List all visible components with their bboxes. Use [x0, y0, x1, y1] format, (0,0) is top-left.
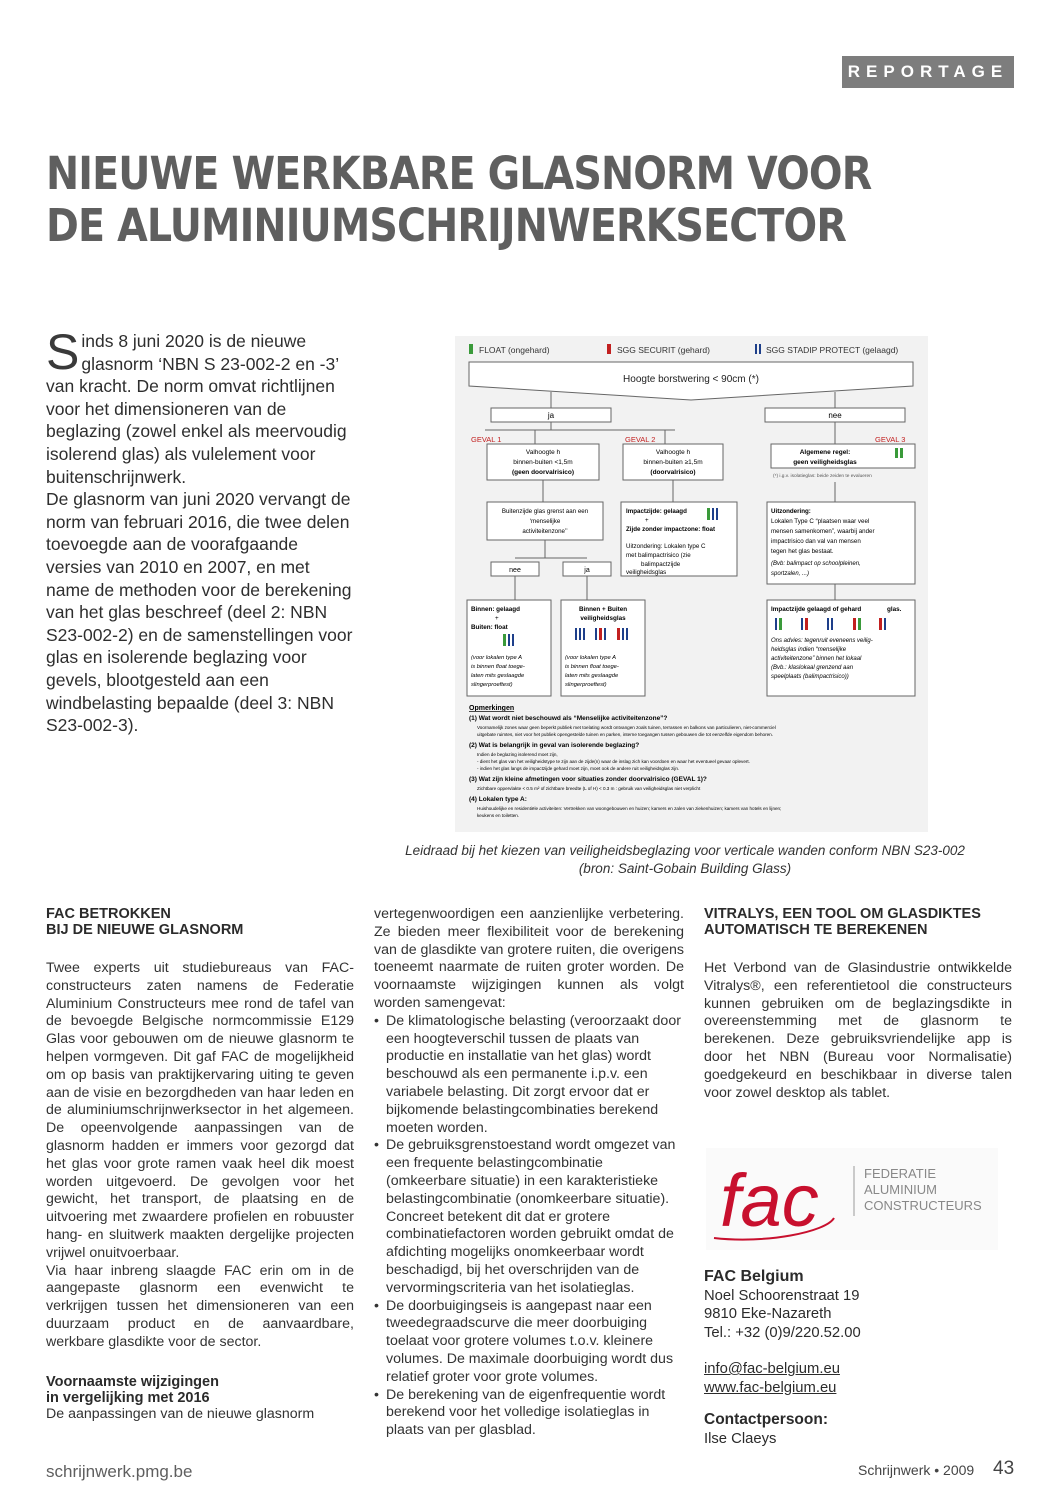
col3-paragraph-1: Het Verbond van de Glasindustrie ontwikkelde Vitralys®, een referentietool die constructeurs kunnen gebruiken om de beglazingsdikte in overeenstemming met de glasnorm te berekenen. Deze gebruiksvriendelijke app is door het NBN (Bureau voor Normalisatie) goedgekeurd en beschikbaar in diverse talen voor zowel desktop als tablet.: [704, 960, 1012, 1101]
legend-securit: SGG SECURIT (gehard): [617, 345, 710, 355]
svg-text:glas.: glas.: [887, 606, 902, 613]
svg-text:laten mits geslaagde: laten mits geslaagde: [471, 673, 525, 679]
intro-paragraph-1: inds 8 juni 2020 is de nieuwe glasnorm ‘NBN S 23-002-2 en -3’ van kracht. De norm omvat richtlijnen voor het dimensioneren van de beglazing (zowel enkel als meervoudig isolerend glas) als vulelement voor buitenschrijnwerk.: [46, 331, 347, 487]
svg-text:mensen samenkomen”, waarbij an: mensen samenkomen”, waarbij ander: [771, 528, 875, 535]
drop-cap: S: [46, 324, 80, 380]
intro-paragraph-2: De glasnorm van juni 2020 vervangt de norm van februari 2016, die twee delen toevoegde aan de voorafgaande versies van 2010 en 2007, en met name de methoden voor de berekening van het glas beschreef (deel 2: NBN S23-002-2) en de samenstellingen voor glas en isolerende beglazing voor gevels, blootgesteld aan een windbelasting bepaalde (deel 3: NBN S23-002-3).: [46, 489, 353, 736]
svg-text:Impactzijde gelaagd of gehard: Impactzijde gelaagd of gehard: [771, 606, 862, 613]
website-link[interactable]: www.fac-belgium.eu: [704, 1379, 837, 1396]
svg-text:Buiten: float: Buiten: float: [471, 624, 508, 631]
svg-text:balimpactzijde: balimpactzijde: [641, 561, 681, 568]
contact-street: Noel Schoorenstraat 19: [704, 1287, 860, 1304]
col1-paragraph-3: De aanpassingen van de nieuwe glasnorm: [46, 1405, 315, 1422]
contact-tel: Tel.: +32 (0)9/220.52.00: [704, 1324, 861, 1341]
ja-label: ja: [547, 411, 555, 420]
svg-text:(Bvb: balimpact op schoolplein: (Bvb: balimpact op schoolpleinen,: [771, 561, 861, 567]
svg-text:is binnen float toege-: is binnen float toege-: [471, 664, 525, 670]
svg-text:Binnen + Buiten: Binnen + Buiten: [578, 606, 628, 613]
svg-text:laten mits geslaagde: laten mits geslaagde: [565, 673, 619, 679]
page-number: 43: [993, 1458, 1015, 1479]
col1-subheading: Voornaamste wijzigingen in vergelijking met 2016: [46, 1373, 219, 1406]
footer-site: schrijnwerk.pmg.be: [46, 1462, 193, 1481]
contact-person-label: Contactpersoon:: [704, 1411, 828, 1428]
svg-text:(4) Lokalen type A:: (4) Lokalen type A:: [469, 796, 527, 803]
svg-text:nee: nee: [509, 567, 521, 574]
logo-script: fac: [720, 1159, 819, 1242]
svg-text:tegen het glas bestaat.: tegen het glas bestaat.: [771, 548, 834, 555]
logo-line-3: CONSTRUCTEURS: [864, 1198, 982, 1213]
caption-line-1: Leidraad bij het kiezen van veiligheidsbeglazing voor verticale wanden conform NBN S23-002: [405, 843, 965, 858]
svg-text:Zijde zonder impactzone: float: Zijde zonder impactzone: float: [626, 526, 716, 533]
geval-2: GEVAL 2: [625, 435, 656, 444]
column-1: [46, 906, 354, 1423]
legend-stadip: SGG STADIP PROTECT (gelaagd): [766, 345, 899, 355]
logo-line-2: ALUMINIUM: [864, 1182, 937, 1197]
svg-text:Buitenzijde glas grenst aan ee: Buitenzijde glas grenst aan een: [501, 508, 589, 515]
svg-text:ja: ja: [584, 567, 590, 574]
svg-text:Ons advies: tegenruit eveneens: Ons advies: tegenruit eveneens veilig-: [771, 638, 873, 644]
list-item: • De berekening van de eigenfrequentie wordt berekend voor het volledige isolatieglas in plaats van per glasblad.: [374, 1387, 684, 1440]
svg-text:is binnen float toege-: is binnen float toege-: [565, 664, 619, 670]
fac-logo: [706, 1148, 998, 1250]
contact-org: FAC Belgium: [704, 1268, 804, 1285]
email-link[interactable]: info@fac-belgium.eu: [704, 1361, 840, 1377]
svg-text:Impactzijde: gelaagd: Impactzijde: gelaagd: [626, 508, 687, 515]
svg-text:activiteitenzone’’: activiteitenzone’’: [522, 528, 568, 535]
svg-text:binnen-buiten ≥1,5m: binnen-buiten ≥1,5m: [643, 459, 703, 466]
svg-text:(geen doorvalrisico): (geen doorvalrisico): [511, 469, 575, 476]
figure-caption: [400, 842, 970, 878]
section-tag: REPORTAGE: [842, 56, 1014, 88]
svg-text:Valhoogte h: Valhoogte h: [525, 449, 561, 456]
geval-3: GEVAL 3: [875, 435, 906, 444]
svg-text:Uitzondering: Lokalen type C: Uitzondering: Lokalen type C: [626, 543, 706, 550]
geval-1: GEVAL 1: [471, 435, 502, 444]
col2-paragraph-1: vertegenwoordigen een aanzienlijke verbetering. Ze bieden meer flexibiliteit voor de berekening van de glasdikte van grotere ruiten, die overigens toeneemt naarmate de ruiten groter worden. De voornaamste wijzigingen kunnen als volgt worden samengevat:: [374, 906, 684, 1011]
svg-text:(3) Wat zijn kleine afmetingen: (3) Wat zijn kleine afmetingen voor situaties zonder doorvalrisico (GEVAL 1)?: [469, 776, 707, 783]
svg-text:(Bvb.: klaslokaal grenzend aan: (Bvb.: klaslokaal grenzend aan: [771, 665, 854, 671]
svg-text:(*) i.g.v. isolatieglas: beide: (*) i.g.v. isolatieglas: beide zeiden te evalueren: [773, 474, 872, 479]
flowchart-figure: [455, 336, 928, 832]
svg-text:slingerproeftest): slingerproeftest): [471, 682, 513, 688]
svg-text:heidsglas indien “menselijke: heidsglas indien “menselijke: [771, 647, 847, 653]
svg-text:Binnen: gelaagd: Binnen: gelaagd: [471, 606, 520, 613]
col1-paragraph-1: Twee experts uit studiebureaus van FAC-constructeurs zaten namens de Federatie Aluminium Constructeurs mee rond de tafel van de bevoegde Belgische normcommissie E129 Glas voor gebouwen om de nieuwe glasnorm te helpen vormgeven. Dit gaf FAC de mogelijkheid om op basis van praktijkervaring uiting te geven aan de visie en bezorgdheden van haar leden en de aluminiumschrijnwerksector in het algemeen. De opeenvolgende aanpassingen van de glasnorm hadden er immers voor gezorgd dat het glas voor grote ramen vaak heel dik moest worden uitgevoerd. De gevolgen voor het gewicht, het transport, de plaatsing en de uitvoering met zwaardere profielen en robuuster hang- en sluitwerk maakten dergelijke projecten vrijwel onuitvoerbaar.: [46, 960, 354, 1261]
col1-paragraph-2: Via haar inbreng slaagde FAC erin om in de aangepaste glasnorm een evenwicht te verkrijgen tussen het dimensioneren van een duurzaam product en de aanvaardbare, werkbare glasdikte voor de sector.: [46, 1262, 354, 1350]
svg-text:+: +: [495, 615, 499, 622]
svg-text:veiligheidsglas: veiligheidsglas: [580, 615, 626, 622]
legend: [469, 344, 898, 355]
column-3: [704, 906, 1012, 1102]
svg-text:(1) Wat wordt niet beschouwd a: (1) Wat wordt niet beschouwd als “Menselijke activiteitenzone”?: [469, 715, 668, 722]
list-item: • De gebruiksgrenstoestand wordt omgezet van een frequente belastingcombinatie (omkeerbare situatie) in een karakteristieke belastingcombinatie (onomkeerbare situatie). Concreet betekent dit dat er grotere combinatiefactoren worden gebruikt omdat de afdichting mogelijks onomkeerbaar wordt beschadigd, bij het overschrijden van de vervormingscriteria van het isolatieglas.: [374, 1137, 684, 1297]
column-2: [374, 906, 684, 1440]
legend-float: FLOAT (ongehard): [479, 345, 550, 355]
svg-text:+: +: [645, 517, 649, 524]
svg-text:activiteitenzone” binnen het l: activiteitenzone” binnen het lokaal: [771, 656, 862, 662]
caption-line-2: (bron: Saint-Gobain Building Glass): [578, 861, 792, 876]
svg-text:speelplaats (balimpactrisico)): speelplaats (balimpactrisico)): [771, 674, 849, 680]
svg-text:met balimpactrisico (zie: met balimpactrisico (zie: [626, 552, 691, 559]
contact-block: [704, 1268, 1004, 1448]
svg-text:(voor lokalen type A: (voor lokalen type A: [471, 655, 523, 661]
svg-text:Voornamelijk zones waar geen b: Voornamelijk zones waar geen beperkt publiek met toelating wordt ontvangen zoals tuinen, terrassen en balkons van particulieren, niet-commerciel: [477, 725, 776, 730]
title-line-2: DE ALUMINIUMSCHRIJNWERKSECTOR: [46, 199, 846, 252]
svg-text:sportzalen, ...): sportzalen, ...): [771, 571, 810, 577]
svg-text:veiligheidsglas: veiligheidsglas: [626, 569, 667, 576]
svg-text:slingerproeftest): slingerproeftest): [565, 682, 607, 688]
svg-text:(voor lokalen type A: (voor lokalen type A: [565, 655, 617, 661]
article-title: [46, 148, 891, 252]
svg-text:(2) Wat is belangrijk in geval: (2) Wat is belangrijk in geval van isolerende beglazing?: [469, 742, 640, 749]
svg-text:binnen-buiten <1,5m: binnen-buiten <1,5m: [513, 459, 573, 466]
svg-text:‘menselijke: ‘menselijke: [529, 518, 561, 525]
changes-list: [374, 1013, 684, 1440]
col3-heading: VITRALYS, EEN TOOL OM GLASDIKTES AUTOMATISCH TE BEREKENEN: [704, 906, 981, 938]
top-box-label: Hoogte borstwering < 90cm (*): [623, 374, 759, 385]
svg-text:uitgebate ruimtes, niet voor h: uitgebate ruimtes, niet voor het publiek opengestelde tuinen en parken, interne toegangen tussen gebouwen die tot eenzelfde eigendom behoren.: [477, 732, 774, 737]
svg-text:Lokalen Type C “plaatsen waar: Lokalen Type C “plaatsen waar veel: [771, 518, 870, 525]
list-item: • De klimatologische belasting (veroorzaakt door een hoogteverschil tussen de plaats van productie en installatie van het glas) wordt beschouwd als een permanente i.p.v. een variabele belasting. Dit zorgt ervoor dat er bijkomende belastingcombinaties berekend moeten worden.: [374, 1013, 684, 1138]
col1-heading: FAC BETROKKEN BIJ DE NIEUWE GLASNORM: [46, 906, 244, 938]
svg-text:- indien het glas langs de imp: - indien het glas langs de impactzijde gehard moet zijn, moet ook de andere ruit veiligheidsglas zijn.: [477, 766, 680, 771]
svg-text:Zichtbare oppervlakte < 0.5 m²: Zichtbare oppervlakte < 0.5 m² of zichtbare breedte (L of H) < 0.3 m : gebruik van veiligheidsglas niet verplicht: [477, 786, 701, 791]
svg-text:Indien de beglazing isolerend: Indien de beglazing isolerend moet zijn,: [477, 752, 558, 757]
list-item: • De doorbuigingseis is aangepast naar een tweedegraadscurve die meer doorbuiging toelaat voor grotere volumes t.o.v. kleinere volumes. De maximale doorbuiging wordt dus relatief groter voor grote volumes.: [374, 1298, 684, 1387]
nee-label: nee: [828, 411, 842, 420]
svg-text:Algemene regel:: Algemene regel:: [799, 449, 851, 456]
contact-city: 9810 Eke-Nazareth: [704, 1306, 832, 1322]
svg-text:(doorvalrisico): (doorvalrisico): [650, 469, 696, 476]
svg-text:Uitzondering:: Uitzondering:: [771, 508, 811, 515]
svg-text:keukens en toiletten.: keukens en toiletten.: [477, 813, 520, 818]
logo-line-1: FEDERATIE: [864, 1166, 936, 1181]
flowchart-svg: [455, 336, 928, 832]
svg-text:Huishoudelijke en residentiële: Huishoudelijke en residentiële activiteiten: Vertrekken van woongebouwen en huizen; kamers en zalen van ziekenhuizen; kamers van hotels en lijnen;: [477, 806, 782, 811]
svg-text:Valhoogte h: Valhoogte h: [655, 449, 691, 456]
title-line-1: NIEUWE WERKBARE GLASNORM VOOR: [46, 147, 872, 200]
svg-text:- dient het glas van het veili: - dient het glas van het veiligheidstype te zijn aan de zijde(n) waar de inslag zich kan voordoen en waar het eventueel gevaar oplevert.: [477, 759, 750, 764]
svg-text:geen veiligheidsglas: geen veiligheidsglas: [793, 459, 857, 466]
svg-text:Opmerkingen: Opmerkingen: [469, 705, 515, 712]
footer-issue: Schrijnwerk • 2009: [858, 1462, 975, 1478]
intro-text: [46, 324, 356, 737]
contact-person-name: Ilse Claeys: [704, 1430, 777, 1447]
svg-text:impactrisico dan val van mense: impactrisico dan val van mensen: [771, 538, 861, 545]
